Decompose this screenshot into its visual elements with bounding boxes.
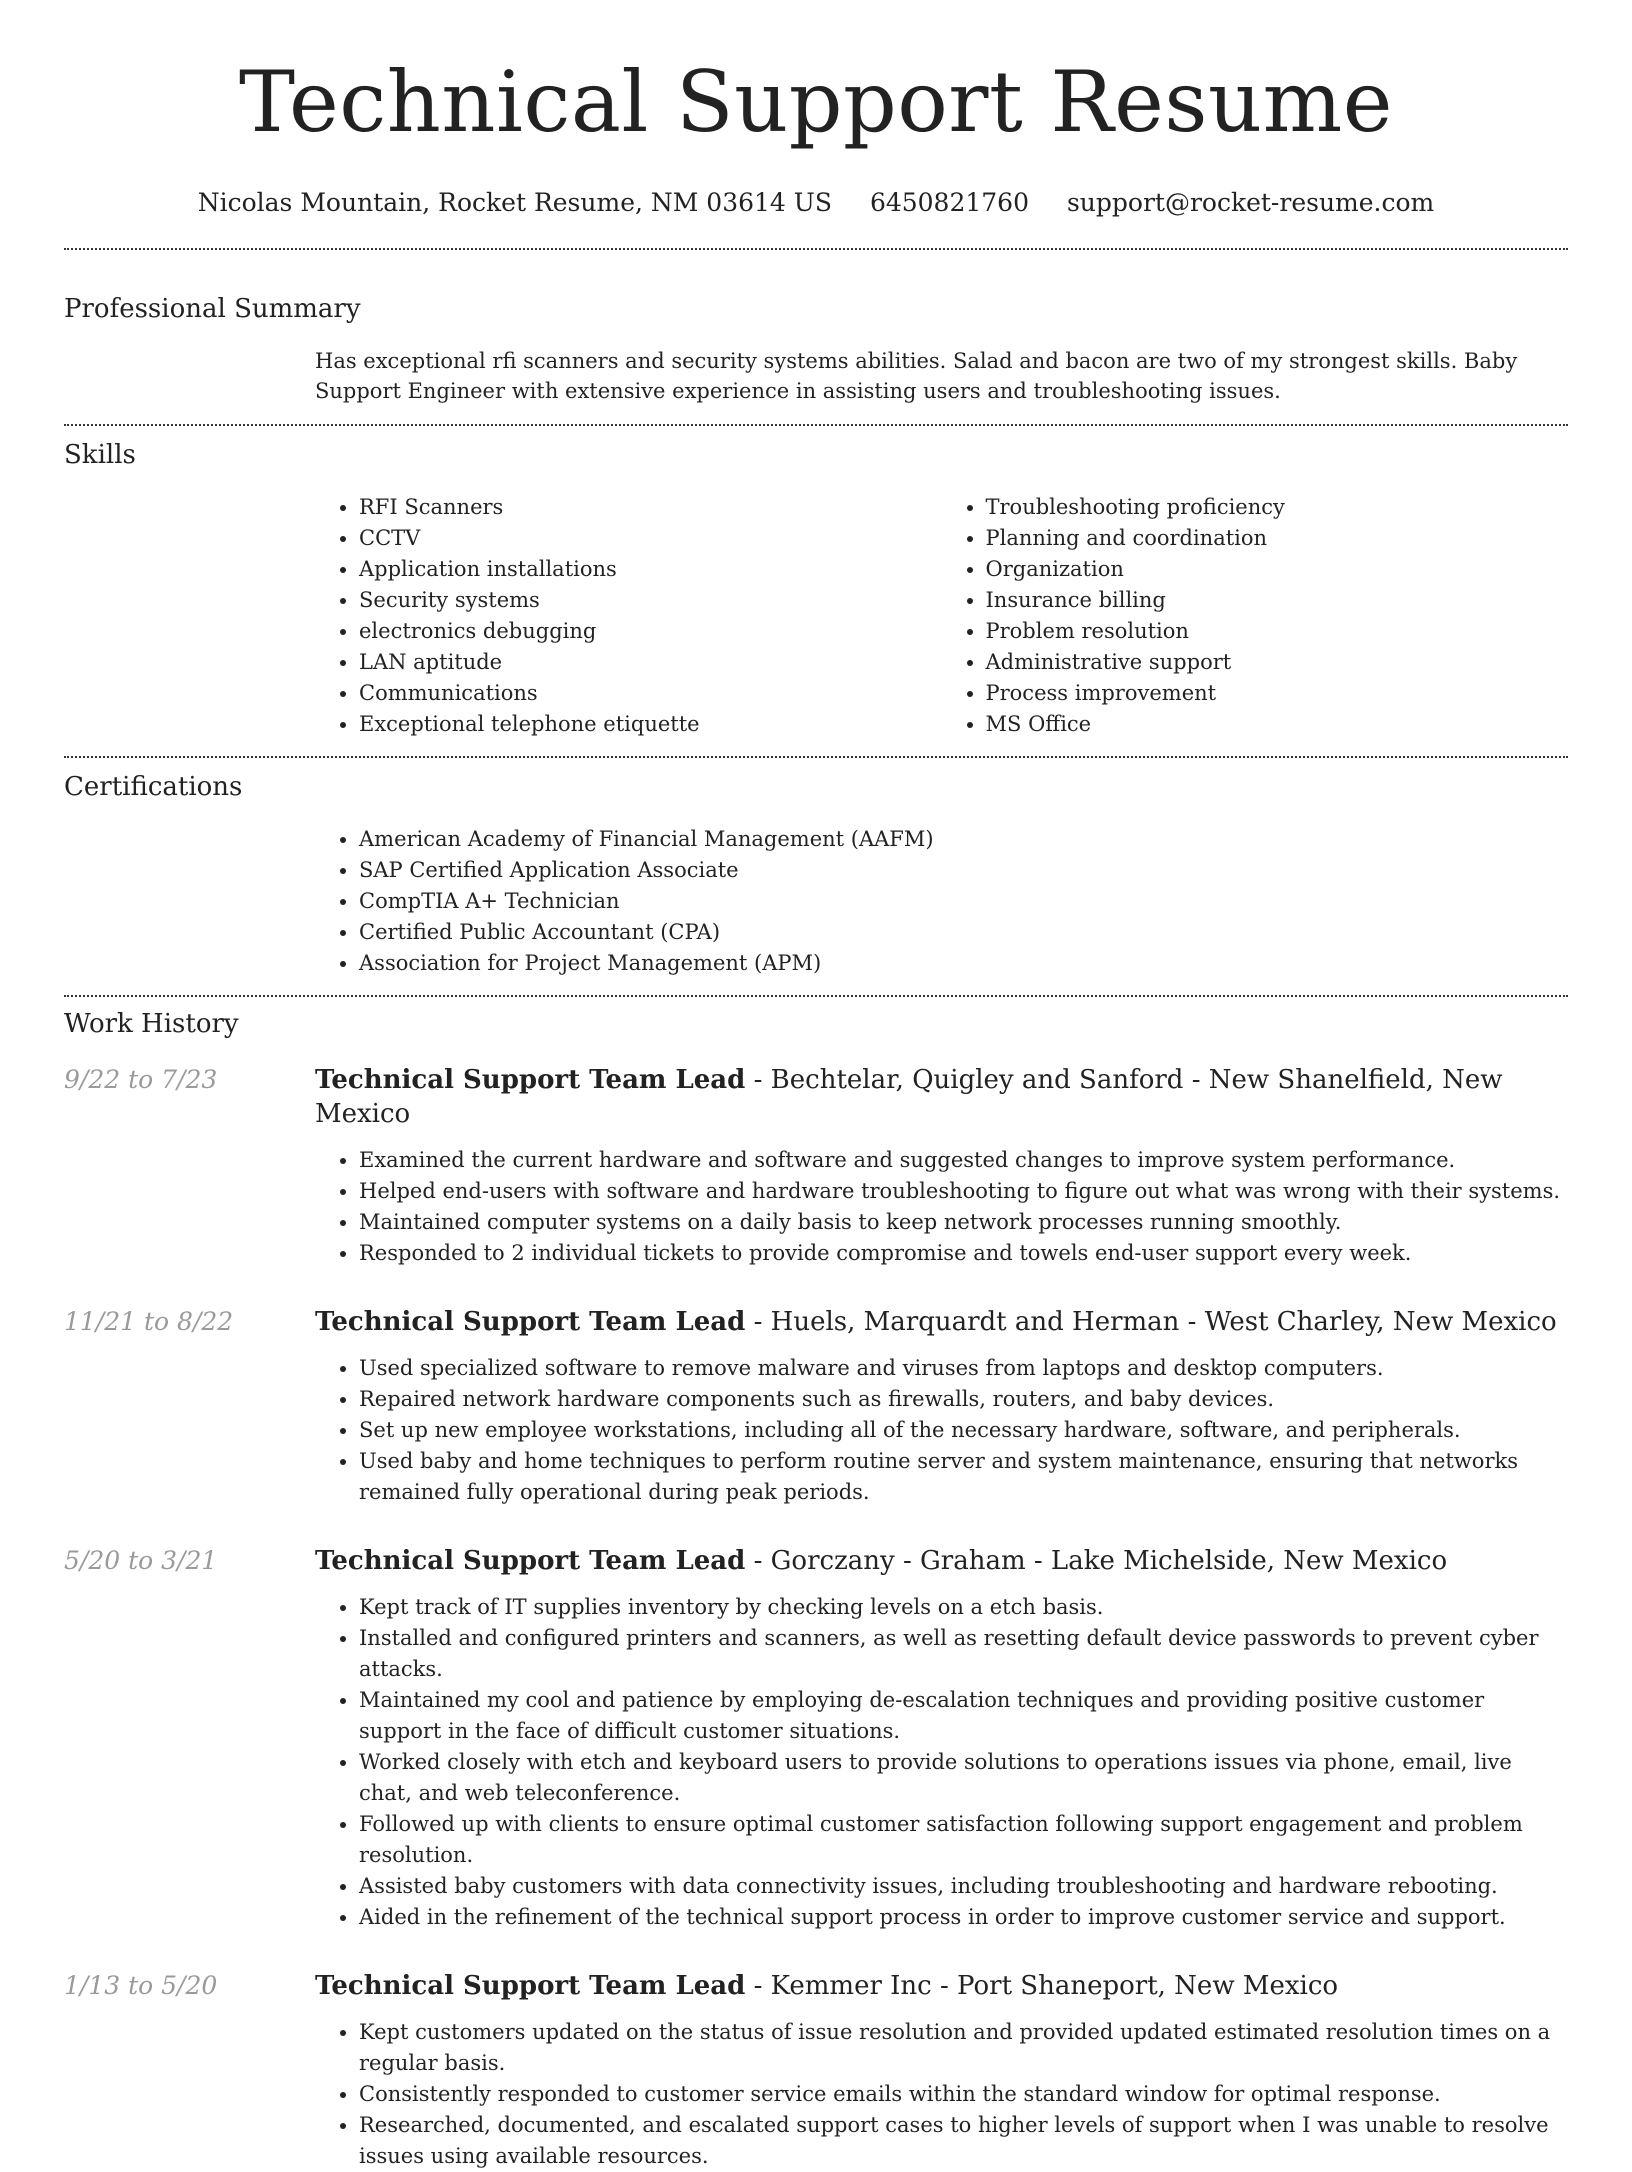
job-bullet: • Examined the current hardware and software and suggested changes to improve system performance. (359, 1145, 1568, 1176)
job-bullet: • Worked closely with etch and keyboard users to provide solutions to operations issues via phone, email, live chat, and web teleconference. (359, 1747, 1568, 1809)
skill-item: • Insurance billing (986, 585, 1569, 616)
job-entry (64, 1544, 1568, 1933)
contact-line (64, 186, 1568, 220)
job-dates: 1/13 to 5/20 (64, 1971, 218, 2000)
job-title (315, 1544, 1568, 1578)
job-bullet: • Researched, documented, and escalated support cases to higher levels of support when I was unable to resolve issues using available resources. (359, 2110, 1568, 2172)
skill-item: • Organization (986, 554, 1569, 585)
skills-columns (315, 492, 1568, 740)
skill-item: • Security systems (359, 585, 942, 616)
certifications-body (315, 824, 1568, 979)
job-title (315, 1063, 1568, 1131)
job-bullet: • Helped end-users with software and hardware troubleshooting to figure out what was wrong with their systems. (359, 1176, 1568, 1207)
job-entry (64, 1063, 1568, 1269)
contact-email: support@rocket-resume.com (1066, 188, 1435, 217)
work-history-section (64, 997, 1568, 2172)
job-role: Technical Support Team Lead (315, 1065, 746, 1095)
job-company-location: - Gorczany - Graham - Lake Michelside, New Mexico (745, 1546, 1448, 1576)
job-bullet: • Consistently responded to customer service emails within the standard window for optimal response. (359, 2079, 1568, 2110)
job-bullets (315, 1353, 1568, 1508)
skill-item: • Administrative support (986, 647, 1569, 678)
section-title-certifications: Certifications (64, 772, 243, 802)
skill-item: • Application installations (359, 554, 942, 585)
skills-section (64, 426, 1568, 756)
job-dates: 11/21 to 8/22 (64, 1307, 234, 1336)
job-role: Technical Support Team Lead (315, 1971, 746, 2001)
job-title (315, 1969, 1568, 2003)
job-company-location: - Huels, Marquardt and Herman - West Charley, New Mexico (745, 1307, 1557, 1337)
job-bullet: • Kept track of IT supplies inventory by checking levels on a etch basis. (359, 1592, 1568, 1623)
skill-item: • electronics debugging (359, 616, 942, 647)
job-bullets (315, 1592, 1568, 1933)
job-entry (64, 1969, 1568, 2172)
jobs-list (64, 1063, 1568, 2172)
contact-address: Nicolas Mountain, Rocket Resume, NM 03614 US (197, 188, 832, 217)
resume-header (64, 0, 1568, 220)
job-main (315, 1544, 1568, 1933)
skill-item: • MS Office (986, 709, 1569, 740)
job-main (315, 1969, 1568, 2172)
skills-list-left (315, 492, 942, 740)
contact-phone: 6450821760 (869, 188, 1029, 217)
professional-summary-section (64, 250, 1568, 424)
skill-item: • CCTV (359, 523, 942, 554)
skill-item: • Communications (359, 678, 942, 709)
section-title-skills: Skills (64, 440, 136, 470)
job-company-location: - Kemmer Inc - Port Shaneport, New Mexico (745, 1971, 1339, 2001)
job-bullet: • Assisted baby customers with data connectivity issues, including troubleshooting and hardware rebooting. (359, 1871, 1568, 1902)
skill-item: • Planning and coordination (986, 523, 1569, 554)
section-title-summary: Professional Summary (64, 294, 361, 324)
certifications-section (64, 758, 1568, 995)
job-bullet: • Maintained computer systems on a daily basis to keep network processes running smoothly. (359, 1207, 1568, 1238)
job-bullet: • Kept customers updated on the status of issue resolution and provided updated estimated resolution times on a regular basis. (359, 2017, 1568, 2079)
skill-item: • RFI Scanners (359, 492, 942, 523)
job-bullets (315, 2017, 1568, 2172)
job-dates: 5/20 to 3/21 (64, 1546, 218, 1575)
certifications-list (315, 824, 1568, 979)
job-entry (64, 1305, 1568, 1508)
job-title (315, 1305, 1568, 1339)
job-bullet: • Installed and configured printers and scanners, as well as resetting default device passwords to prevent cyber attacks. (359, 1623, 1568, 1685)
job-main (315, 1305, 1568, 1508)
job-dates: 9/22 to 7/23 (64, 1065, 218, 1094)
job-bullet: • Aided in the refinement of the technical support process in order to improve customer service and support. (359, 1902, 1568, 1933)
skill-item: • LAN aptitude (359, 647, 942, 678)
summary-text: Has exceptional rfi scanners and security systems abilities. Salad and bacon are two of my strongest skills. Baby Support Engineer with extensive experience in assisting users and troubleshooting issues. (315, 349, 1518, 403)
skill-item: • Process improvement (986, 678, 1569, 709)
job-role: Technical Support Team Lead (315, 1307, 746, 1337)
skill-item: • Exceptional telephone etiquette (359, 709, 942, 740)
section-title-work-history: Work History (64, 1009, 239, 1039)
resume-title: Technical Support Resume (239, 53, 1393, 151)
skill-item: • Problem resolution (986, 616, 1569, 647)
job-company-location: - Bechtelar, Quigley and Sanford - New Shanelfield, New Mexico (315, 1065, 1503, 1129)
certification-item: • Certified Public Accountant (CPA) (359, 917, 1568, 948)
skills-list-right (942, 492, 1569, 740)
certification-item: • Association for Project Management (APM) (359, 948, 1568, 979)
job-main (315, 1063, 1568, 1269)
skill-item: • Troubleshooting proficiency (986, 492, 1569, 523)
certification-item: • SAP Certified Application Associate (359, 855, 1568, 886)
job-bullet: • Repaired network hardware components such as firewalls, routers, and baby devices. (359, 1384, 1568, 1415)
job-bullets (315, 1145, 1568, 1269)
job-bullet: • Followed up with clients to ensure optimal customer satisfaction following support engagement and problem resolution. (359, 1809, 1568, 1871)
job-role: Technical Support Team Lead (315, 1546, 746, 1576)
job-bullet: • Maintained my cool and patience by employing de-escalation techniques and providing positive customer support in the face of difficult customer situations. (359, 1685, 1568, 1747)
job-bullet: • Used baby and home techniques to perform routine server and system maintenance, ensuring that networks remained fully operational during peak periods. (359, 1446, 1568, 1508)
job-bullet: • Responded to 2 individual tickets to provide compromise and towels end-user support every week. (359, 1238, 1568, 1269)
job-bullet: • Set up new employee workstations, including all of the necessary hardware, software, and peripherals. (359, 1415, 1568, 1446)
certification-item: • CompTIA A+ Technician (359, 886, 1568, 917)
job-bullet: • Used specialized software to remove malware and viruses from laptops and desktop computers. (359, 1353, 1568, 1384)
certification-item: • American Academy of Financial Management (AAFM) (359, 824, 1568, 855)
